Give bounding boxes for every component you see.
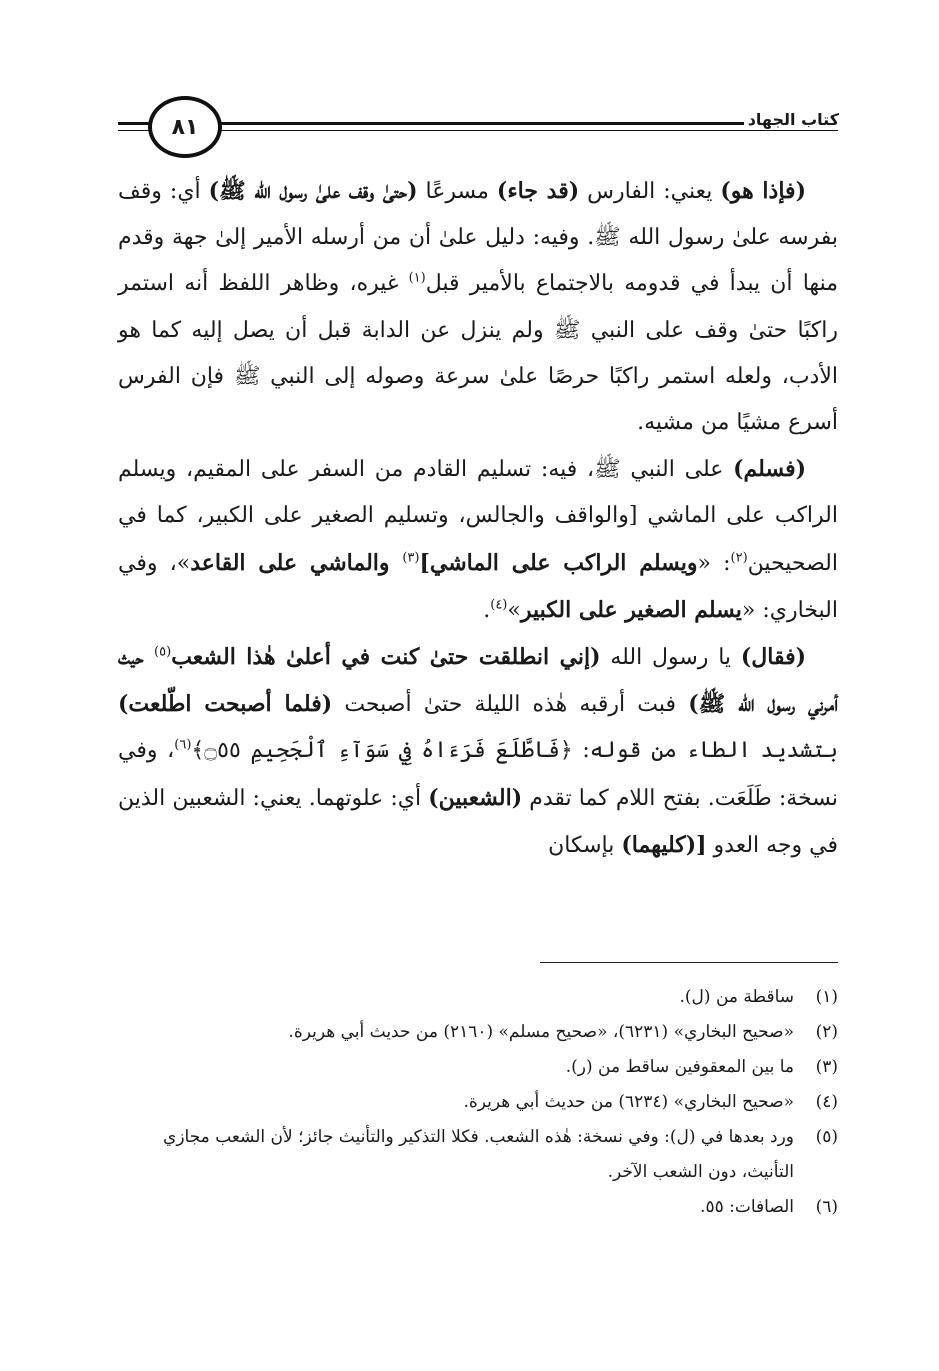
quoted-text: (فإذا هو): [720, 178, 806, 204]
quoted-text: (قد جاء): [496, 178, 580, 204]
commentary-text: فبت أرقبه هٰذه الليلة حتىٰ أصبحت: [332, 692, 689, 718]
commentary-text: يا رسول الله: [600, 645, 741, 671]
paragraph-3: [118, 634, 838, 869]
quoted-text: (الشعبين): [428, 784, 523, 811]
quoted-text: (فلما أصبحت اطّلعت): [118, 691, 333, 718]
footnotes: [118, 980, 838, 1225]
footnote-text: «صحيح البخاري» (٦٢٣١)، «صحيح مسلم» (٢١٦٠) من حديث أبي هريرة.: [288, 1022, 794, 1042]
commentary-text: »: [507, 597, 521, 623]
footnote-6: [118, 1190, 838, 1225]
footnote-number: (٣): [815, 1057, 838, 1077]
footnote-ref-4[interactable]: (٤): [490, 597, 508, 613]
commentary-text: أي: علوتهما. يعني: الشعبين الذين في وجه العدو: [118, 785, 838, 858]
hadith-text: ويسلم الراكب على الماشي]: [419, 549, 698, 576]
commentary-text: مسرعًا: [417, 179, 497, 204]
paragraph-2: [118, 446, 838, 634]
quoted-text: (فقال): [740, 644, 806, 671]
footnote-number: (٤): [815, 1092, 838, 1112]
footnote-text: ما بين المعقوفين ساقط من (ر).: [565, 1057, 794, 1077]
commentary-text: »، وفي البخاري: «: [118, 550, 838, 623]
footnote-ref-2[interactable]: (٢): [730, 550, 748, 566]
footnote-3: [118, 1050, 838, 1085]
commentary-text: .: [483, 597, 491, 623]
footnote-text: الصافات: ٥٥.: [700, 1197, 794, 1217]
quoted-text: (إني انطلقت حتىٰ كنت في أعلىٰ هٰذا الشعب: [171, 644, 601, 671]
quran-verse: بتشديد الطاء من قوله: ﴿فَاطَّلَعَ فَرَءَاهُ فِي سَوَآءِ ٱلْجَحِيمِ ۝٥٥﴾: [191, 738, 838, 764]
hadith-text: يسلم الصغير على الكبير: [520, 596, 742, 623]
hadith-text: والماشي على القاعد: [190, 549, 403, 576]
commentary-text: ، وفي نسخة: طَلَعَت. بفتح اللام كما تقدم: [118, 738, 838, 811]
footnote-5: [118, 1120, 838, 1190]
header-rule-bottom: [118, 130, 838, 131]
footnote-number: (١): [815, 987, 838, 1007]
footnote-ref-6[interactable]: (٦): [174, 738, 192, 754]
footnote-ref-1[interactable]: (١): [408, 271, 426, 287]
footnote-4: [118, 1085, 838, 1120]
footnote-number: (٦): [815, 1197, 838, 1217]
commentary-text: يعني: الفارس: [579, 179, 721, 204]
main-text: [118, 168, 838, 869]
commentary-text: بإسكان: [548, 832, 622, 858]
page-number: ٨١: [148, 96, 222, 158]
footnote-separator: [540, 962, 838, 963]
paragraph-1: [118, 168, 838, 446]
footnote-text: ورد بعدها في (ل): وفي نسخة: هٰذه الشعب. فكلا التذكير والتأنيث جائز؛ لأن الشعب مجازي التأنيث، دون الشعب الآخر.: [163, 1127, 794, 1182]
commentary-text: أي: وقف بفرسه علىٰ رسول الله ﷺ. وفيه: دليل علىٰ أن من أرسله الأمير إلىٰ جهة وقدم منها أن يبدأ في قدومه بالاجتماع بالأمير قبل: [118, 179, 838, 297]
commentary-text: : «: [697, 550, 731, 576]
commentary-text: على النبي ﷺ، فيه: تسليم القادم من السفر على المقيم، ويسلم الراكب على الماشي [والواقف والجالس، وتسليم الصغير على الكبير، كما في الصحيحين: [118, 457, 838, 576]
header-rule-top: [118, 122, 838, 125]
commentary-text: غيره، وظاهر اللفظ أنه استمر راكبًا حتىٰ وقف على النبي ﷺ ولم ينزل عن الدابة قبل أن يصل إليه كما هو الأدب، ولعله استمر راكبًا حرصًا علىٰ سرعة وصوله إلى النبي ﷺ فإن الفرس أسرع مشيًا من مشيه.: [118, 271, 838, 436]
quoted-text: (حتىٰ وقف علىٰ رسول الله ﷺ): [208, 178, 418, 204]
quoted-text: حيث أمرني رسول الله ﷺ): [118, 644, 838, 718]
footnote-number: (٢): [815, 1022, 838, 1042]
footnote-ref-5[interactable]: (٥): [154, 644, 172, 660]
quoted-text: [(كليهما): [621, 831, 707, 858]
quoted-text: (فسلم): [733, 456, 806, 483]
footnote-1: [118, 980, 838, 1015]
footnote-ref-3[interactable]: (٣): [402, 550, 420, 566]
footnote-text: «صحيح البخاري» (٦٢٣٤) من حديث أبي هريرة.: [463, 1092, 794, 1112]
running-header-title: كتاب الجهاد: [744, 110, 843, 129]
footnote-2: [118, 1015, 838, 1050]
footnote-number: (٥): [815, 1127, 838, 1147]
footnote-text: ساقطة من (ل).: [679, 987, 794, 1007]
